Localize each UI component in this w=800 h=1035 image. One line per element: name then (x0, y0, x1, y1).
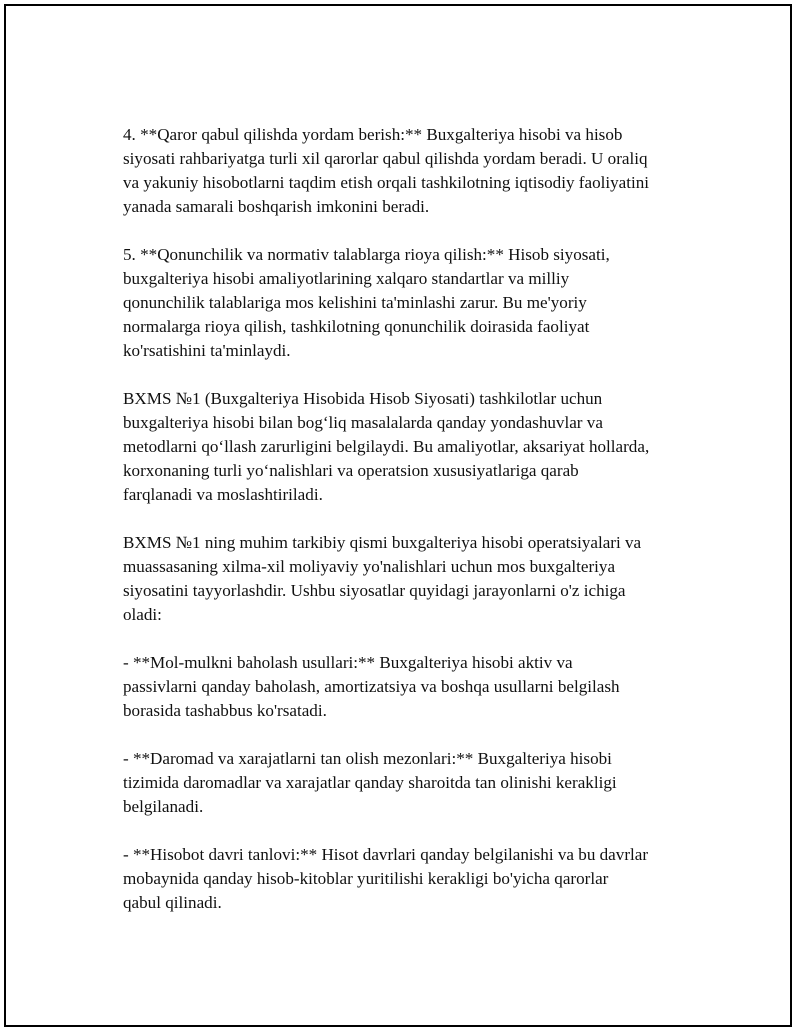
paragraph-regulatory-compliance: 5. **Qonunchilik va normativ talablarga rioya qilish:** Hisob siyosati, buxgalteriya hisobi amaliyotlarining xalqaro standartlar va milliy qonunchilik talablariga mos kelishini ta'minlashi zarur. Bu me'yoriy normalarga rioya qilish, tashkilotning qonunchilik doirasida faoliyat ko'rsatishini ta'minlaydi. (123, 245, 610, 360)
list-item-reporting-period: - **Hisobot davri tanlovi:** Hisot davrlari qanday belgilanishi va bu davrlar mobaynida qanday hisob-kitoblar yuritilishi kerakligi bo'yicha qarorlar qabul qilinadi. (123, 845, 649, 912)
page-frame (4, 4, 792, 1027)
list-item-asset-valuation: - **Mol-mulkni baholash usullari:** Buxgalteriya hisobi aktiv va passivlarni qanday baholash, amortizatsiya va boshqa usullarni belgilash borasida tashabbus ko'rsatadi. (123, 653, 620, 720)
document-body (123, 123, 703, 939)
list-item-revenue-recognition: - **Daromad va xarajatlarni tan olish mezonlari:** Buxgalteriya hisobi tizimida daromadlar va xarajatlar qanday sharoitda tan olinishi kerakligi belgilanadi. (123, 749, 617, 816)
paragraph-bxms-overview: BXMS №1 (Buxgalteriya Hisobida Hisob Siyosati) tashkilotlar uchun buxgalteriya hisobi bilan bog‘liq masalalarda qanday yondashuvlar va metodlarni qo‘llash zarurligini belgilaydi. Bu amaliyotlar, aksariyat hollarda, korxonaning turli yo‘nalishlari va operatsion xususiyatlariga qarab farqlanadi va moslashtiriladi. (123, 389, 650, 504)
paragraph-decision-support: 4. **Qaror qabul qilishda yordam berish:** Buxgalteriya hisobi va hisob siyosati rahbariyatga turli xil qarorlar qabul qilishda yordam beradi. U oraliq va yakuniy hisobotlarni taqdim etish orqali tashkilotning iqtisodiy faoliyatini yanada samarali boshqarish imkonini beradi. (123, 125, 650, 216)
paragraph-bxms-component: BXMS №1 ning muhim tarkibiy qismi buxgalteriya hisobi operatsiyalari va muassasaning xilma-xil moliyaviy yo'nalishlari uchun mos buxgalteriya siyosatini tayyorlashdir. Ushbu siyosatlar quyidagi jarayonlarni o'z ichiga oladi: (123, 533, 642, 624)
